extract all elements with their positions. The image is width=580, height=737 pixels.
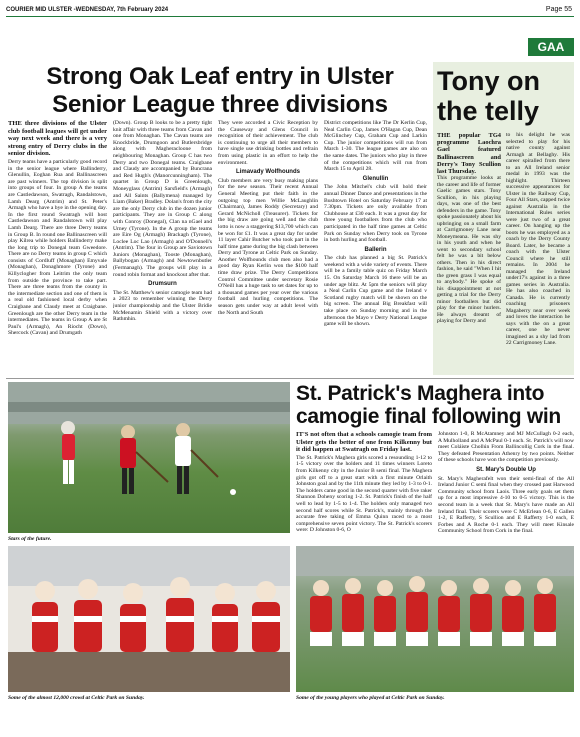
article1-glenullin: The John Mitchel's club will hold their annual Dinner Dance and presentations in the Bushtown Hotel on Saturday February 17 at 7.30pm. Tickets are only available from Clubhouse at £30 each. It was a great day for three young footballers from the club who participated in the half time games at Celtic Park on Sunday when Derry took on Tyrone in both hurling and football. (324, 184, 427, 244)
article1-lead: THE three divisions of the Ulster club football leagues will get under way next week and there is a very strong entry of Derry clubs in the senior division. (8, 120, 107, 158)
article2-body-2: Johnston 1-0, R McAtamney and MJ McCullagh 0-2 each, A Mulholland and A McPaul 0-1 each. St. Patrick's will now meet Coláiste Chollún From Ballincollig Cork in the final. They defeated Presentation Athenry by two points. Neither of these schools have won the competition previously. (438, 431, 574, 464)
photo-crowd-illustration (8, 546, 290, 692)
subhead-drumsurn: Drumsurn (148, 281, 177, 288)
page-header (0, 0, 580, 14)
photo-young-players-illustration (296, 546, 574, 692)
header-rule (6, 16, 574, 17)
photo-young-players (296, 546, 574, 692)
sidebar-column-2 (506, 132, 570, 372)
caption-crowd: Some of the almost 12,000 crowd at Celtic Park on Sunday. (8, 695, 145, 701)
article1-body-1: Derry teams have a particularly good record in the senior league where Ballinderry, Glenullin, Eoghan Rua and Ballinascreen are past winners. The top division is split into groups of four. In group A the teams are Castledawson, Swatragh, Randalstown, Lamh Dearg (Antrim) and St. Peter's Armagh who have a bye in the opening day. In the first round Swatragh will host Castledawson and Randalstown will play Lamh Dearg. There are three Derry teams in Group B. In round one Ballinascreen will play Kilrea while holders Ballinderry make the long trip to Donegal team Gweedore. There are no Derry teams in group C which consists of Cordluff (Monaghan) Emyvale (Monaghan), Donaghmore (Tyrone) and Killyclogher from Leitrim the only team from outside the province to take part. There are three teams from the county in the intermediate section and one of them is a real old fashioned local derby when Craigbane and Claudy meet at Craigbane. Greenlough are the other Derry team in the intermediates. The teams in Group A are St Paul's (Armagh), An Riocht (Down), Shercock (Cavan) and Drumgath (8, 158, 107, 337)
article2-lead: IT'S not often that a schools camogie team from Ulster gets the better of one from Kilkenny but it did happen at Swatragh on Friday last. (296, 431, 432, 454)
article2-body-1: The St. Patrick's Maghera girls scored a resounding 1-12 to 1-5 victory over the holders and 11 times winners Loreto from Kilkenny city in the Junior B semi final. The Maghera girls got off to a great start with a first minute Orlaith Johnston goal and by the 11th minute they led by 1-3 to 0-1. The holders came good in the second quarter with five raker Shannon Doheny scoring 1-2. St. Patrick's finish of the half well to lead by 1-5 to 1-4. The holders only managed two second half scores while St. Patrick's, mainly through the accurate free taking of Emma Quinn raced to a most comprehensive seven point victory. The St. Patrick's scorers were: D Johnston 0-6, O (296, 454, 432, 534)
article1-column-2 (113, 120, 212, 372)
photo-stars-of-the-future (8, 382, 290, 533)
article1-column-4 (324, 120, 427, 372)
article1-column-3 (218, 120, 318, 372)
article1-body-3: They were accorded a Civic Reception by the Causeway and Glens Council in recognition of their achievement. The club is continuing to urge all their members to have single use drinking bottles and refrain from using plastic in an effort to help the environment. (218, 120, 318, 166)
article2-headline: St. Patrick's Maghera into camogie final following win (296, 382, 561, 428)
section-badge: GAA (528, 38, 574, 56)
sidebar-lead: THE popular TG4 programme Laochra Gael featured Ballinascreen and Derry's Tony Scullion last Thursday. (437, 132, 501, 176)
caption-stars: Stars of the future. (8, 536, 52, 542)
subhead-ballerin: Ballerin (364, 246, 387, 253)
article1-headline: Strong Oak Leaf entry in Ulster Senior League three divisions (46, 63, 394, 118)
sidebar-body-2: to his delight he was selected to play for his native county against Armagh at Bellaghy. His career spiralled from there to an All Ireland senior medal in 1993 was the highlight. Thirteen successive appearances for Ulster in the Railway Cup, Four All Stars, capped twice against Australia in the International Rules series were just two of a great career. On hanging up the boots he was employed as a coach by the Derry County Board. Later, he became a coach with the Ulster Council where he still remains. In 2004 he managed the Ireland under17's against in a three games series in Australia. He has also coached in Canada. He is currently coaching prisoners Magaberry near over week and loves the interaction he says with the on a great career, one he never imagined as a shy lad from 22 Carrigmoney Lane. (506, 132, 570, 346)
caption-young-players: Some of the young players who played at Celtic Park on Sunday. (296, 695, 445, 701)
sidebar-headline: Tony on the telly (437, 66, 540, 126)
subhead-glenullin: Glenullin (362, 175, 389, 182)
article2-double-up: St. Mary's Magherafelt won their semi-final of the All Ireland Junior C semi final when they crossed past Harwood Community school from Laois. Three early goals set them up for a most impressive 4-10 to 0-5 victory. This is the second team in a week that St. Mary's have made an All Ireland final. Their scorers were C McErlean 0-6, E Gallen 1-2, E Rafferty, S Scullion and E Rafferty 1-0 each, E Forbes and A Roche 0-1 each. They will meet Kinsale Community School from Cork in the final. (438, 475, 574, 535)
sidebar-column-1 (437, 132, 501, 372)
article2-column-1 (296, 431, 432, 541)
subhead-double-up: St. Mary's Double Up (476, 466, 536, 473)
article1-body-4: District competitions like The Dr Kerlin Cup, Neal Carlin Cup, James O'Hagan Cup, Dean McGlinchey Cup, Graham Cup and Larkin Cup. The junior competitions will run from March 1-30. The league games are also on the same dates. The juniors who play in three of the competitions which will run from March 15 to April 28. (324, 120, 427, 173)
paper-dateline: COURIER MID ULSTER -WEDNESDAY, 7th February 2024 (6, 7, 169, 13)
article1-drumsurn: The St. Matthew's senior camogie team had a 2023 to remember winning the Derry junior championship and the Ulster Bridie McMenamin Shield with a victory over Rathmhin. (113, 289, 212, 323)
page-number: Page 55 (545, 6, 572, 13)
photo-stars-illustration (8, 382, 290, 533)
sidebar-body-1: This programme looks at the career and life of former Gaelic games stars. Tony Scullion, in his playing days, was one of the best defenders in the game. Tony spoke passionately about his upbringing on a small farm at Carrigmoney Lane near Moneymeana. He was shy in his youth and when he went to secondary school felt he was a bit below others. Then in his direct fashion, he said "When I hit the green grass I was equal to anybody." He spoke of his disappointment at not getting a trial for the Derry minor footballers but did play for the minor hurlers. He always dreamt of playing for Derry and (437, 175, 501, 325)
article1-column-1 (8, 120, 107, 372)
subhead-limavady: Limavady Wolfhounds (236, 169, 300, 176)
article1-body-2: (Down). Group B looks to be a pretty tight knit affair with three teams from Cavan and one from Monaghan. The Cavan teams are Knockbride, Drumgoon and Butlersbridge along with Magheracloone from neighbouring Monaghan. Group C has two Derry and two Donegal teams. Craigbane and Claudy are accompanied by Buncrana and Red Hugh's (Manorcunningham). The quartet in Group D is Greenlough, Moneyglass (Antrim) Sarsfield's (Armagh) and All Saints (Ballymena) managed by Liam (Baker) Bradley. Dolan's from the city are the only Derry club in the dozen junior participants. They are in Group C along with Conroy (Donegal), Clan na nGael and Urney (Tyrone). In the A group the teams are Eire Og (Armagh) Brackagh (Tyrone), Loclee Loc Lao (Armagh) and O'Donnell's (Antrim). The four in Group are Saviotown Juniors (Monaghan), Tooste (Monaghan), Ballybogan (Armagh) and Newtownbutler (Fermanagh). The groups will play in a round robin format and knockout after that. (113, 120, 212, 278)
article1-limavady: Club members are very busy making plans for the new season. Their recent Annual General Meeting put their faith in the outgoing top men Willie McLaughlin (Chairman), James Roddy (Secretary) and Gerard McNicholl (Treasurer). Tickets for the big draw are going well and the club lotto is now a staggering $13,700 which can be won for £1. It was a great day for under 11 layer Cahir Butcher who took part in the half time game during the big clash between Derry and Tyrone at Celtic Park on Sunday. Another Wolfhounds club men also had a good day Ryan Kerlin won the $100 half time draw prize. The Derry Competitions Control Committee under secretary Rosie O'Neill has a huge task to set dates for up to a thousand games per year over the various football and hurling competitions. The season gets under way at adult level with the North and South (218, 177, 318, 316)
article2-column-2 (438, 431, 574, 541)
article1-ballerin: The club has planned a big St. Patrick's weekend with a wide variety of events. There will be a family table quiz on Friday March 15. On Saturday March 16 there will be an under age blitz. At 5pm the seniors will play a Neal Carlin Cup game and the Ireland v Scotland rugby match will be shown on the big screen. The annual Big Breakfast will take place on Sunday morning and in the afternoon the Mayo v Derry National League game will be shown. (324, 255, 427, 328)
section-divider (6, 378, 574, 379)
photo-crowd (8, 546, 290, 692)
